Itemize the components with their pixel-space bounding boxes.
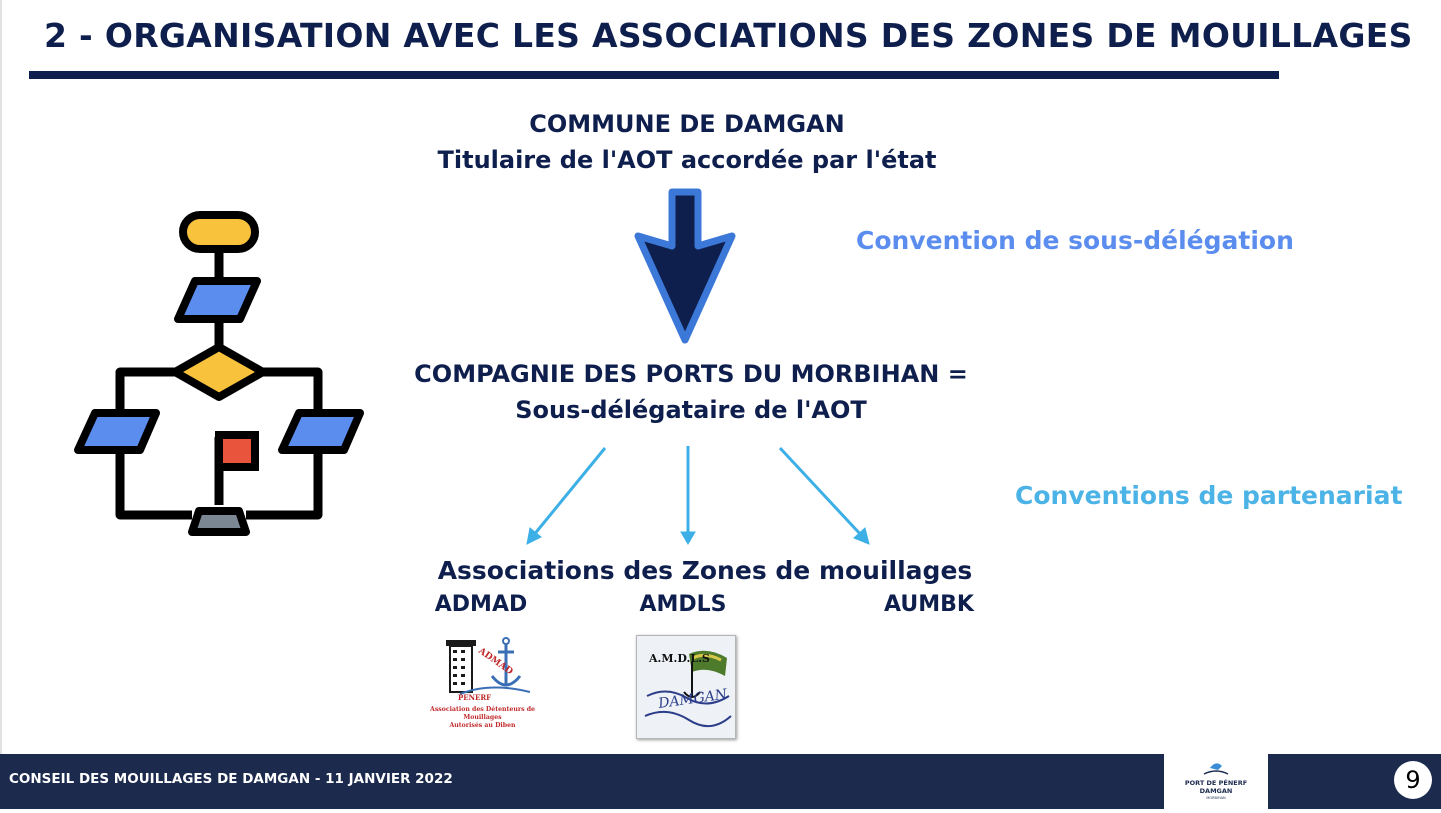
aot-holder-label: Titulaire de l'AOT accordée par l'état [437, 146, 937, 174]
amdls-logo [636, 635, 736, 739]
slide-title: 2 - ORGANISATION AVEC LES ASSOCIATIONS DES ZONES DE MOUILLAGES [44, 16, 1413, 55]
branch-arrow-icon [515, 440, 885, 550]
convention-sous-delegation-label: Convention de sous-délégation [856, 226, 1294, 255]
amdls-letters: A.M.D.L.S [649, 652, 710, 665]
footer-bar [0, 754, 1441, 809]
flowchart-icon [70, 205, 370, 540]
slide-edge [0, 0, 2, 754]
port-logo-line3: MORBIHAN [1206, 796, 1226, 800]
admad-caption-1: Association des Détenteurs de [430, 706, 535, 713]
port-logo-line2: DAMGAN [1199, 787, 1233, 795]
title-underline [29, 71, 1279, 79]
port-logo-line1: PORT DE PÉNERF [1184, 779, 1248, 787]
admad-place: PENERF [458, 693, 492, 702]
down-arrow-icon [630, 188, 740, 348]
admad-letters: ADMAD [476, 646, 515, 678]
compagnie-label: COMPAGNIE DES PORTS DU MORBIHAN = [414, 360, 968, 388]
admad-logo [420, 632, 545, 737]
association-amdls: AMDLS [639, 592, 727, 617]
footer-text: CONSEIL DES MOUILLAGES DE DAMGAN - 11 JANVIER 2022 [9, 771, 453, 787]
admad-caption-3: Autorisés au Diben [449, 722, 516, 729]
association-aumbk: AUMBK [884, 592, 974, 617]
commune-label: COMMUNE DE DAMGAN [529, 110, 845, 138]
port-logo [1164, 754, 1268, 809]
admad-caption-2: Mouillages [463, 714, 502, 721]
association-admad: ADMAD [434, 592, 528, 617]
lighthouse-anchor-icon [420, 632, 545, 702]
associations-heading: Associations des Zones de mouillages [437, 556, 973, 585]
page-number: 9 [1394, 761, 1432, 799]
conventions-partenariat-label: Conventions de partenariat [1015, 481, 1403, 510]
amdls-place: DAMGAN [657, 686, 729, 712]
sous-delegataire-label: Sous-délégataire de l'AOT [515, 396, 867, 424]
